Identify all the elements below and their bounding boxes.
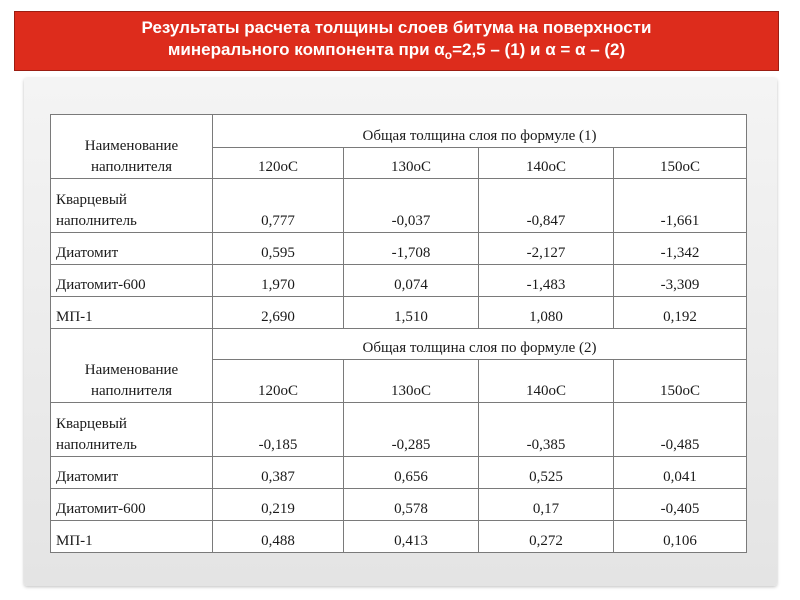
row-name: Диатомит-600 [51, 265, 213, 297]
cell-value: 0,041 [614, 457, 747, 489]
row-name: МП-1 [51, 521, 213, 553]
temp-header: 120oC [213, 360, 344, 403]
cell-value: -1,708 [344, 233, 479, 265]
cell-value: -1,661 [614, 179, 747, 233]
temp-header: 120oC [213, 148, 344, 179]
results-table [50, 114, 747, 553]
cell-value: -0,285 [344, 403, 479, 457]
section-1-header-row [51, 115, 747, 148]
cell-value: 0,387 [213, 457, 344, 489]
cell-value: -0,037 [344, 179, 479, 233]
temp-header: 130oC [344, 360, 479, 403]
cell-value: -0,485 [614, 403, 747, 457]
cell-value: -1,342 [614, 233, 747, 265]
cell-value: -1,483 [479, 265, 614, 297]
title-line-1: Результаты расчета толщины слоев битума на поверхности [141, 18, 652, 37]
cell-value: 0,656 [344, 457, 479, 489]
cell-value: 0,595 [213, 233, 344, 265]
cell-value: -0,185 [213, 403, 344, 457]
cell-value: 1,510 [344, 297, 479, 329]
table-row [51, 521, 747, 553]
section-1-title: Общая толщина слоя по формуле (1) [213, 115, 747, 148]
table-row [51, 233, 747, 265]
row-name: МП-1 [51, 297, 213, 329]
cell-value: -0,847 [479, 179, 614, 233]
cell-value: 0,192 [614, 297, 747, 329]
temp-header: 140oC [479, 360, 614, 403]
cell-value: 0,413 [344, 521, 479, 553]
cell-value: 0,219 [213, 489, 344, 521]
temp-header: 150oC [614, 360, 747, 403]
title-line-2-suffix: =2,5 – (1) и α = α – (2) [452, 40, 626, 59]
cell-value: -2,127 [479, 233, 614, 265]
table-row [51, 489, 747, 521]
row-name: Диатомит [51, 457, 213, 489]
cell-value: 1,970 [213, 265, 344, 297]
temp-header: 150oC [614, 148, 747, 179]
title-line-2 [15, 39, 778, 66]
cell-value: 0,525 [479, 457, 614, 489]
cell-value: 0,272 [479, 521, 614, 553]
table-row [51, 179, 747, 233]
cell-value: -0,405 [614, 489, 747, 521]
temp-header: 130oC [344, 148, 479, 179]
row-name: Кварцевый наполнитель [51, 403, 213, 457]
alpha-subscript: о [444, 48, 453, 62]
row-name: Кварцевый наполнитель [51, 179, 213, 233]
table-row [51, 297, 747, 329]
cell-value: 0,777 [213, 179, 344, 233]
filler-name-header: Наименование наполнителя [51, 115, 213, 179]
title-line-2-prefix: минерального компонента при α [167, 40, 445, 59]
cell-value: 0,488 [213, 521, 344, 553]
cell-value: -0,385 [479, 403, 614, 457]
cell-value: 0,17 [479, 489, 614, 521]
filler-name-header: Наименование наполнителя [51, 329, 213, 403]
row-name: Диатомит-600 [51, 489, 213, 521]
slide-title [14, 11, 779, 71]
section-2-header-row [51, 329, 747, 360]
table-row [51, 403, 747, 457]
cell-value: 0,106 [614, 521, 747, 553]
temp-header: 140oC [479, 148, 614, 179]
table-row [51, 265, 747, 297]
cell-value: 1,080 [479, 297, 614, 329]
cell-value: 0,578 [344, 489, 479, 521]
table-row [51, 457, 747, 489]
cell-value: 2,690 [213, 297, 344, 329]
cell-value: 0,074 [344, 265, 479, 297]
section-2-title: Общая толщина слоя по формуле (2) [213, 329, 747, 360]
cell-value: -3,309 [614, 265, 747, 297]
row-name: Диатомит [51, 233, 213, 265]
